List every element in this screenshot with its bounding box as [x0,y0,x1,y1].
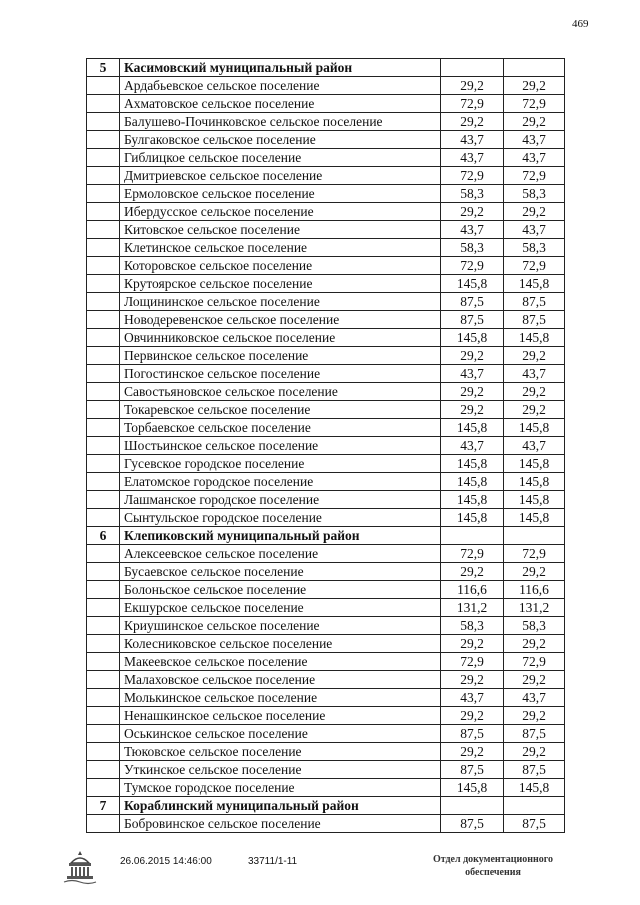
row-name: Шостьинское сельское поселение [120,437,441,455]
row-value-2: 131,2 [504,599,565,617]
table-row [87,671,565,689]
row-number [87,275,120,293]
table-row [87,743,565,761]
table-row [87,185,565,203]
row-value-2: 29,2 [504,113,565,131]
table-row [87,77,565,95]
row-name: Криушинское сельское поселение [120,617,441,635]
row-name: Которовское сельское поселение [120,257,441,275]
row-name: Крутоярское сельское поселение [120,275,441,293]
row-value-1: 29,2 [441,635,504,653]
row-number [87,707,120,725]
row-name: Новодеревенское сельское поселение [120,311,441,329]
row-value-1: 29,2 [441,743,504,761]
row-name: Первинское сельское поселение [120,347,441,365]
row-name: Бусаевское сельское поселение [120,563,441,581]
row-value-1: 131,2 [441,599,504,617]
table-row [87,689,565,707]
row-name: Лашманское городское поселение [120,491,441,509]
row-value-2: 145,8 [504,509,565,527]
row-value-1: 43,7 [441,131,504,149]
row-value-1: 43,7 [441,437,504,455]
table-row [87,167,565,185]
row-number [87,563,120,581]
row-value-2: 145,8 [504,455,565,473]
row-value-1: 145,8 [441,779,504,797]
row-number [87,635,120,653]
footer-timestamp: 26.06.2015 14:46:00 [120,856,212,867]
row-name: Савостьяновское сельское поселение [120,383,441,401]
row-value-1: 145,8 [441,419,504,437]
row-number [87,545,120,563]
footer-dept-line2: обеспечения [465,867,521,878]
row-name: Бобровинское сельское поселение [120,815,441,833]
row-number [87,599,120,617]
row-value-1: 58,3 [441,185,504,203]
row-value-1: 87,5 [441,725,504,743]
row-number [87,671,120,689]
table-row [87,509,565,527]
row-name: Ненашкинское сельское поселение [120,707,441,725]
row-number [87,239,120,257]
table-row [87,239,565,257]
row-name: Торбаевское сельское поселение [120,419,441,437]
row-value-2: 145,8 [504,491,565,509]
row-number [87,131,120,149]
table-row [87,653,565,671]
row-value-1: 72,9 [441,653,504,671]
row-value-2: 43,7 [504,437,565,455]
table-row [87,473,565,491]
table-row [87,365,565,383]
row-name: Клетинское сельское поселение [120,239,441,257]
row-name: Гиблицкое сельское поселение [120,149,441,167]
row-value-1: 145,8 [441,455,504,473]
table-row [87,707,565,725]
row-value-2: 29,2 [504,635,565,653]
row-value-1 [441,59,504,77]
row-value-2: 29,2 [504,563,565,581]
table-row [87,563,565,581]
row-value-2: 72,9 [504,545,565,563]
row-number [87,365,120,383]
row-value-1: 43,7 [441,365,504,383]
row-value-1: 145,8 [441,473,504,491]
row-value-2: 87,5 [504,815,565,833]
row-number [87,221,120,239]
row-value-1: 145,8 [441,509,504,527]
row-number [87,347,120,365]
table-row [87,95,565,113]
footer-doc-code: 33711/1-11 [248,856,298,867]
row-number: 7 [87,797,120,815]
row-value-2: 29,2 [504,347,565,365]
row-value-2: 29,2 [504,707,565,725]
row-number [87,149,120,167]
row-number [87,437,120,455]
row-name: Колесниковское сельское поселение [120,635,441,653]
table-row [87,293,565,311]
row-value-2: 43,7 [504,131,565,149]
row-name: Погостинское сельское поселение [120,365,441,383]
row-name: Токаревское сельское поселение [120,401,441,419]
row-value-1: 87,5 [441,311,504,329]
row-number [87,455,120,473]
table-row [87,257,565,275]
row-number [87,761,120,779]
row-value-1: 43,7 [441,221,504,239]
row-name: Алексеевское сельское поселение [120,545,441,563]
row-value-1: 145,8 [441,329,504,347]
table-row [87,329,565,347]
row-number: 6 [87,527,120,545]
row-name: Болоньское сельское поселение [120,581,441,599]
row-value-1: 43,7 [441,149,504,167]
row-value-2: 29,2 [504,671,565,689]
row-value-1: 87,5 [441,815,504,833]
table-row [87,761,565,779]
row-value-2: 29,2 [504,203,565,221]
row-value-2: 58,3 [504,239,565,257]
row-name: Сынтульское городское поселение [120,509,441,527]
row-number [87,257,120,275]
row-value-2: 43,7 [504,365,565,383]
row-value-1: 43,7 [441,689,504,707]
row-name: Китовское сельское поселение [120,221,441,239]
row-number [87,617,120,635]
row-value-1: 72,9 [441,257,504,275]
table-row [87,113,565,131]
table-row [87,491,565,509]
table-row [87,635,565,653]
row-name: Ардабьевское сельское поселение [120,77,441,95]
row-value-1: 29,2 [441,707,504,725]
row-number [87,581,120,599]
row-value-1: 29,2 [441,563,504,581]
row-value-2: 145,8 [504,275,565,293]
row-value-1: 72,9 [441,545,504,563]
table-row [87,347,565,365]
row-name: Екшурское сельское поселение [120,599,441,617]
row-number [87,185,120,203]
row-value-1: 116,6 [441,581,504,599]
row-number [87,203,120,221]
row-number [87,779,120,797]
row-name: Елатомское городское поселение [120,473,441,491]
row-value-2: 87,5 [504,761,565,779]
row-name: Касимовский муниципальный район [120,59,441,77]
row-value-2: 43,7 [504,689,565,707]
row-value-2: 145,8 [504,329,565,347]
row-number [87,329,120,347]
row-value-2: 43,7 [504,221,565,239]
row-name: Клепиковский муниципальный район [120,527,441,545]
row-name: Уткинское сельское поселение [120,761,441,779]
table-row [87,545,565,563]
table-row [87,149,565,167]
table-row [87,581,565,599]
table-row [87,437,565,455]
table-row [87,779,565,797]
row-value-2: 87,5 [504,725,565,743]
row-value-2: 43,7 [504,149,565,167]
row-number [87,653,120,671]
row-number [87,293,120,311]
table-row [87,815,565,833]
row-number [87,77,120,95]
row-value-1: 29,2 [441,347,504,365]
row-value-2: 145,8 [504,419,565,437]
row-number [87,383,120,401]
row-name: Малаховское сельское поселение [120,671,441,689]
row-name: Ермоловское сельское поселение [120,185,441,203]
table-row [87,599,565,617]
row-number [87,95,120,113]
row-number [87,509,120,527]
row-name: Лощининское сельское поселение [120,293,441,311]
district-row [87,527,565,545]
row-name: Оськинское сельское поселение [120,725,441,743]
row-name: Молькинское сельское поселение [120,689,441,707]
row-value-1: 29,2 [441,203,504,221]
row-number [87,419,120,437]
parliament-building-icon [60,849,100,885]
row-name: Овчинниковское сельское поселение [120,329,441,347]
district-row [87,59,565,77]
row-value-1: 87,5 [441,293,504,311]
row-value-1: 72,9 [441,95,504,113]
row-value-2 [504,797,565,815]
row-value-2: 116,6 [504,581,565,599]
row-value-2: 87,5 [504,311,565,329]
row-name: Тумское городское поселение [120,779,441,797]
row-value-1: 145,8 [441,491,504,509]
row-number [87,689,120,707]
row-value-2: 72,9 [504,95,565,113]
row-value-1: 29,2 [441,383,504,401]
table-row [87,383,565,401]
row-name: Дмитриевское сельское поселение [120,167,441,185]
row-value-2: 29,2 [504,743,565,761]
row-number: 5 [87,59,120,77]
row-value-2: 58,3 [504,185,565,203]
row-name: Ахматовское сельское поселение [120,95,441,113]
table-row [87,221,565,239]
row-number [87,725,120,743]
row-value-1: 87,5 [441,761,504,779]
district-row [87,797,565,815]
row-value-2: 29,2 [504,383,565,401]
row-value-2: 58,3 [504,617,565,635]
row-value-2: 29,2 [504,401,565,419]
row-value-1: 145,8 [441,275,504,293]
table-row [87,131,565,149]
table-row [87,275,565,293]
row-number [87,743,120,761]
allocation-table [86,58,565,833]
table-row [87,311,565,329]
row-value-1 [441,797,504,815]
row-name: Гусевское городское поселение [120,455,441,473]
row-number [87,401,120,419]
row-value-2: 87,5 [504,293,565,311]
row-value-2: 145,8 [504,473,565,491]
row-value-1: 29,2 [441,401,504,419]
row-value-1: 58,3 [441,617,504,635]
row-value-2: 72,9 [504,257,565,275]
row-number [87,815,120,833]
row-value-1: 29,2 [441,77,504,95]
row-value-1: 29,2 [441,671,504,689]
table-row [87,617,565,635]
row-value-1 [441,527,504,545]
row-value-2: 145,8 [504,779,565,797]
row-number [87,167,120,185]
table-row [87,455,565,473]
row-number [87,311,120,329]
row-value-1: 58,3 [441,239,504,257]
row-number [87,473,120,491]
row-name: Тюковское сельское поселение [120,743,441,761]
footer-dept-line1: Отдел документационного [432,854,554,865]
table-row [87,725,565,743]
table-row [87,419,565,437]
row-name: Булгаковское сельское поселение [120,131,441,149]
footer-department [418,853,568,879]
row-value-2 [504,59,565,77]
row-name: Ибердусское сельское поселение [120,203,441,221]
row-number [87,113,120,131]
row-name: Кораблинский муниципальный район [120,797,441,815]
row-number [87,491,120,509]
table-row [87,401,565,419]
page-number: 469 [572,18,589,30]
row-value-2: 29,2 [504,77,565,95]
row-value-1: 29,2 [441,113,504,131]
row-name: Балушево-Починковское сельское поселение [120,113,441,131]
row-name: Макеевское сельское поселение [120,653,441,671]
row-value-2 [504,527,565,545]
row-value-1: 72,9 [441,167,504,185]
row-value-2: 72,9 [504,167,565,185]
table-row [87,203,565,221]
row-value-2: 72,9 [504,653,565,671]
